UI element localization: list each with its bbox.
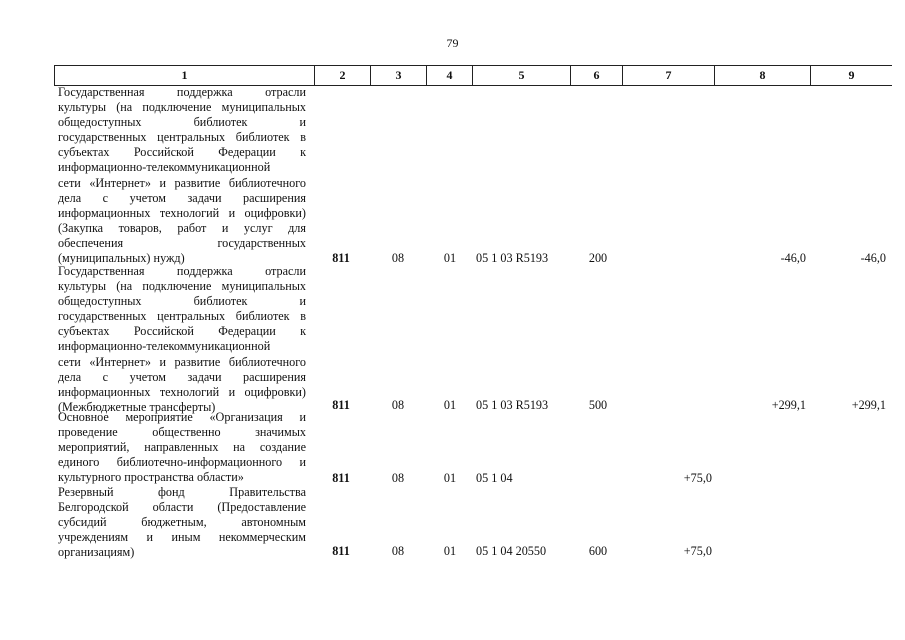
column-header-9: 9 — [810, 66, 892, 85]
table-row-name — [58, 85, 306, 266]
row-text-line: субъектах Российской Федерации к — [58, 324, 306, 339]
row-text-line: государственных центральных библиотек в — [58, 130, 306, 145]
table-row-name — [58, 264, 306, 415]
row-text-line: субсидий бюджетным, автономным — [58, 515, 306, 530]
row-text-line: проведение общественно значимых — [58, 425, 306, 440]
row-text-line: Государственная поддержка отрасли — [58, 264, 306, 278]
cell-target-article: 05 1 03 R5193 — [476, 251, 549, 265]
cell-target-article: 05 1 04 — [476, 471, 513, 485]
row-text-line: информационных технологий и оцифровки) — [58, 205, 306, 220]
row-text-line: субъектах Российской Федерации к — [58, 145, 306, 160]
cell-amount-col8: +299,1 — [771, 398, 806, 412]
row-text-line: дела с учетом задачи расширения — [58, 369, 306, 384]
row-text-line: сети «Интернет» и развитие библиотечного — [58, 175, 306, 190]
cell-ministry-code: 811 — [332, 544, 350, 558]
cell-subsection: 01 — [443, 544, 457, 558]
row-text-line: дела с учетом задачи расширения — [58, 190, 306, 205]
cell-section: 08 — [391, 398, 405, 412]
cell-ministry-code: 811 — [332, 251, 350, 265]
row-text-line: информационно-телекоммуникационной — [58, 160, 271, 175]
table-row-name — [58, 410, 306, 485]
column-header-5: 5 — [472, 66, 570, 85]
row-text-line: общедоступных библиотек и — [58, 115, 306, 130]
column-header-4: 4 — [426, 66, 472, 85]
column-header-8: 8 — [714, 66, 810, 85]
row-text-line: общедоступных библиотек и — [58, 294, 306, 309]
column-header-2: 2 — [314, 66, 370, 85]
cell-amount-col9: -46,0 — [860, 251, 886, 265]
cell-subsection: 01 — [443, 471, 457, 485]
column-header-7: 7 — [622, 66, 714, 85]
row-text-line: мероприятий, направленных на создание — [58, 440, 306, 455]
table-row-name — [58, 485, 306, 560]
cell-expense-type: 200 — [588, 251, 608, 265]
row-text-line: культурного пространства области» — [58, 470, 244, 485]
cell-section: 08 — [391, 471, 405, 485]
cell-section: 08 — [391, 544, 405, 558]
cell-expense-type: 500 — [588, 398, 608, 412]
row-text-line: Белгородской области (Предоставление — [58, 500, 306, 515]
row-text-line: информационных технологий и оцифровки) — [58, 384, 306, 399]
row-text-line: сети «Интернет» и развитие библиотечного — [58, 354, 306, 369]
cell-target-article: 05 1 03 R5193 — [476, 398, 549, 412]
row-text-line: (Закупка товаров, работ и услуг для — [58, 220, 306, 235]
column-header-1: 1 — [54, 66, 314, 85]
row-text-line: Государственная поддержка отрасли — [58, 85, 306, 99]
row-text-line: Основное мероприятие «Организация и — [58, 410, 306, 424]
cell-ministry-code: 811 — [332, 471, 350, 485]
cell-expense-type: 600 — [588, 544, 608, 558]
row-text-line: информационно-телекоммуникационной — [58, 339, 271, 354]
cell-amount-col8: -46,0 — [780, 251, 806, 265]
cell-subsection: 01 — [443, 398, 457, 412]
page-number: 79 — [446, 36, 459, 50]
row-text-line: (муниципальных) нужд) — [58, 251, 185, 266]
row-text-line: культуры (на подключение муниципальных — [58, 279, 306, 294]
row-text-line: единого библиотечно-информационного и — [58, 455, 306, 470]
row-text-line: культуры (на подключение муниципальных — [58, 100, 306, 115]
cell-amount-col7: +75,0 — [683, 544, 712, 558]
row-text-line: обеспечения государственных — [58, 235, 306, 250]
column-header-3: 3 — [370, 66, 426, 85]
row-text-line: учреждениям и иным некоммерческим — [58, 530, 306, 545]
row-text-line: (Межбюджетные трансферты) — [58, 399, 216, 414]
cell-subsection: 01 — [443, 251, 457, 265]
cell-amount-col9: +299,1 — [851, 398, 886, 412]
cell-amount-col7: +75,0 — [683, 471, 712, 485]
row-text-line: Резервный фонд Правительства — [58, 485, 306, 499]
cell-section: 08 — [391, 251, 405, 265]
column-header-6: 6 — [570, 66, 622, 85]
cell-target-article: 05 1 04 20550 — [476, 544, 547, 558]
cell-ministry-code: 811 — [332, 398, 350, 412]
row-text-line: организациям) — [58, 545, 135, 560]
row-text-line: государственных центральных библиотек в — [58, 309, 306, 324]
